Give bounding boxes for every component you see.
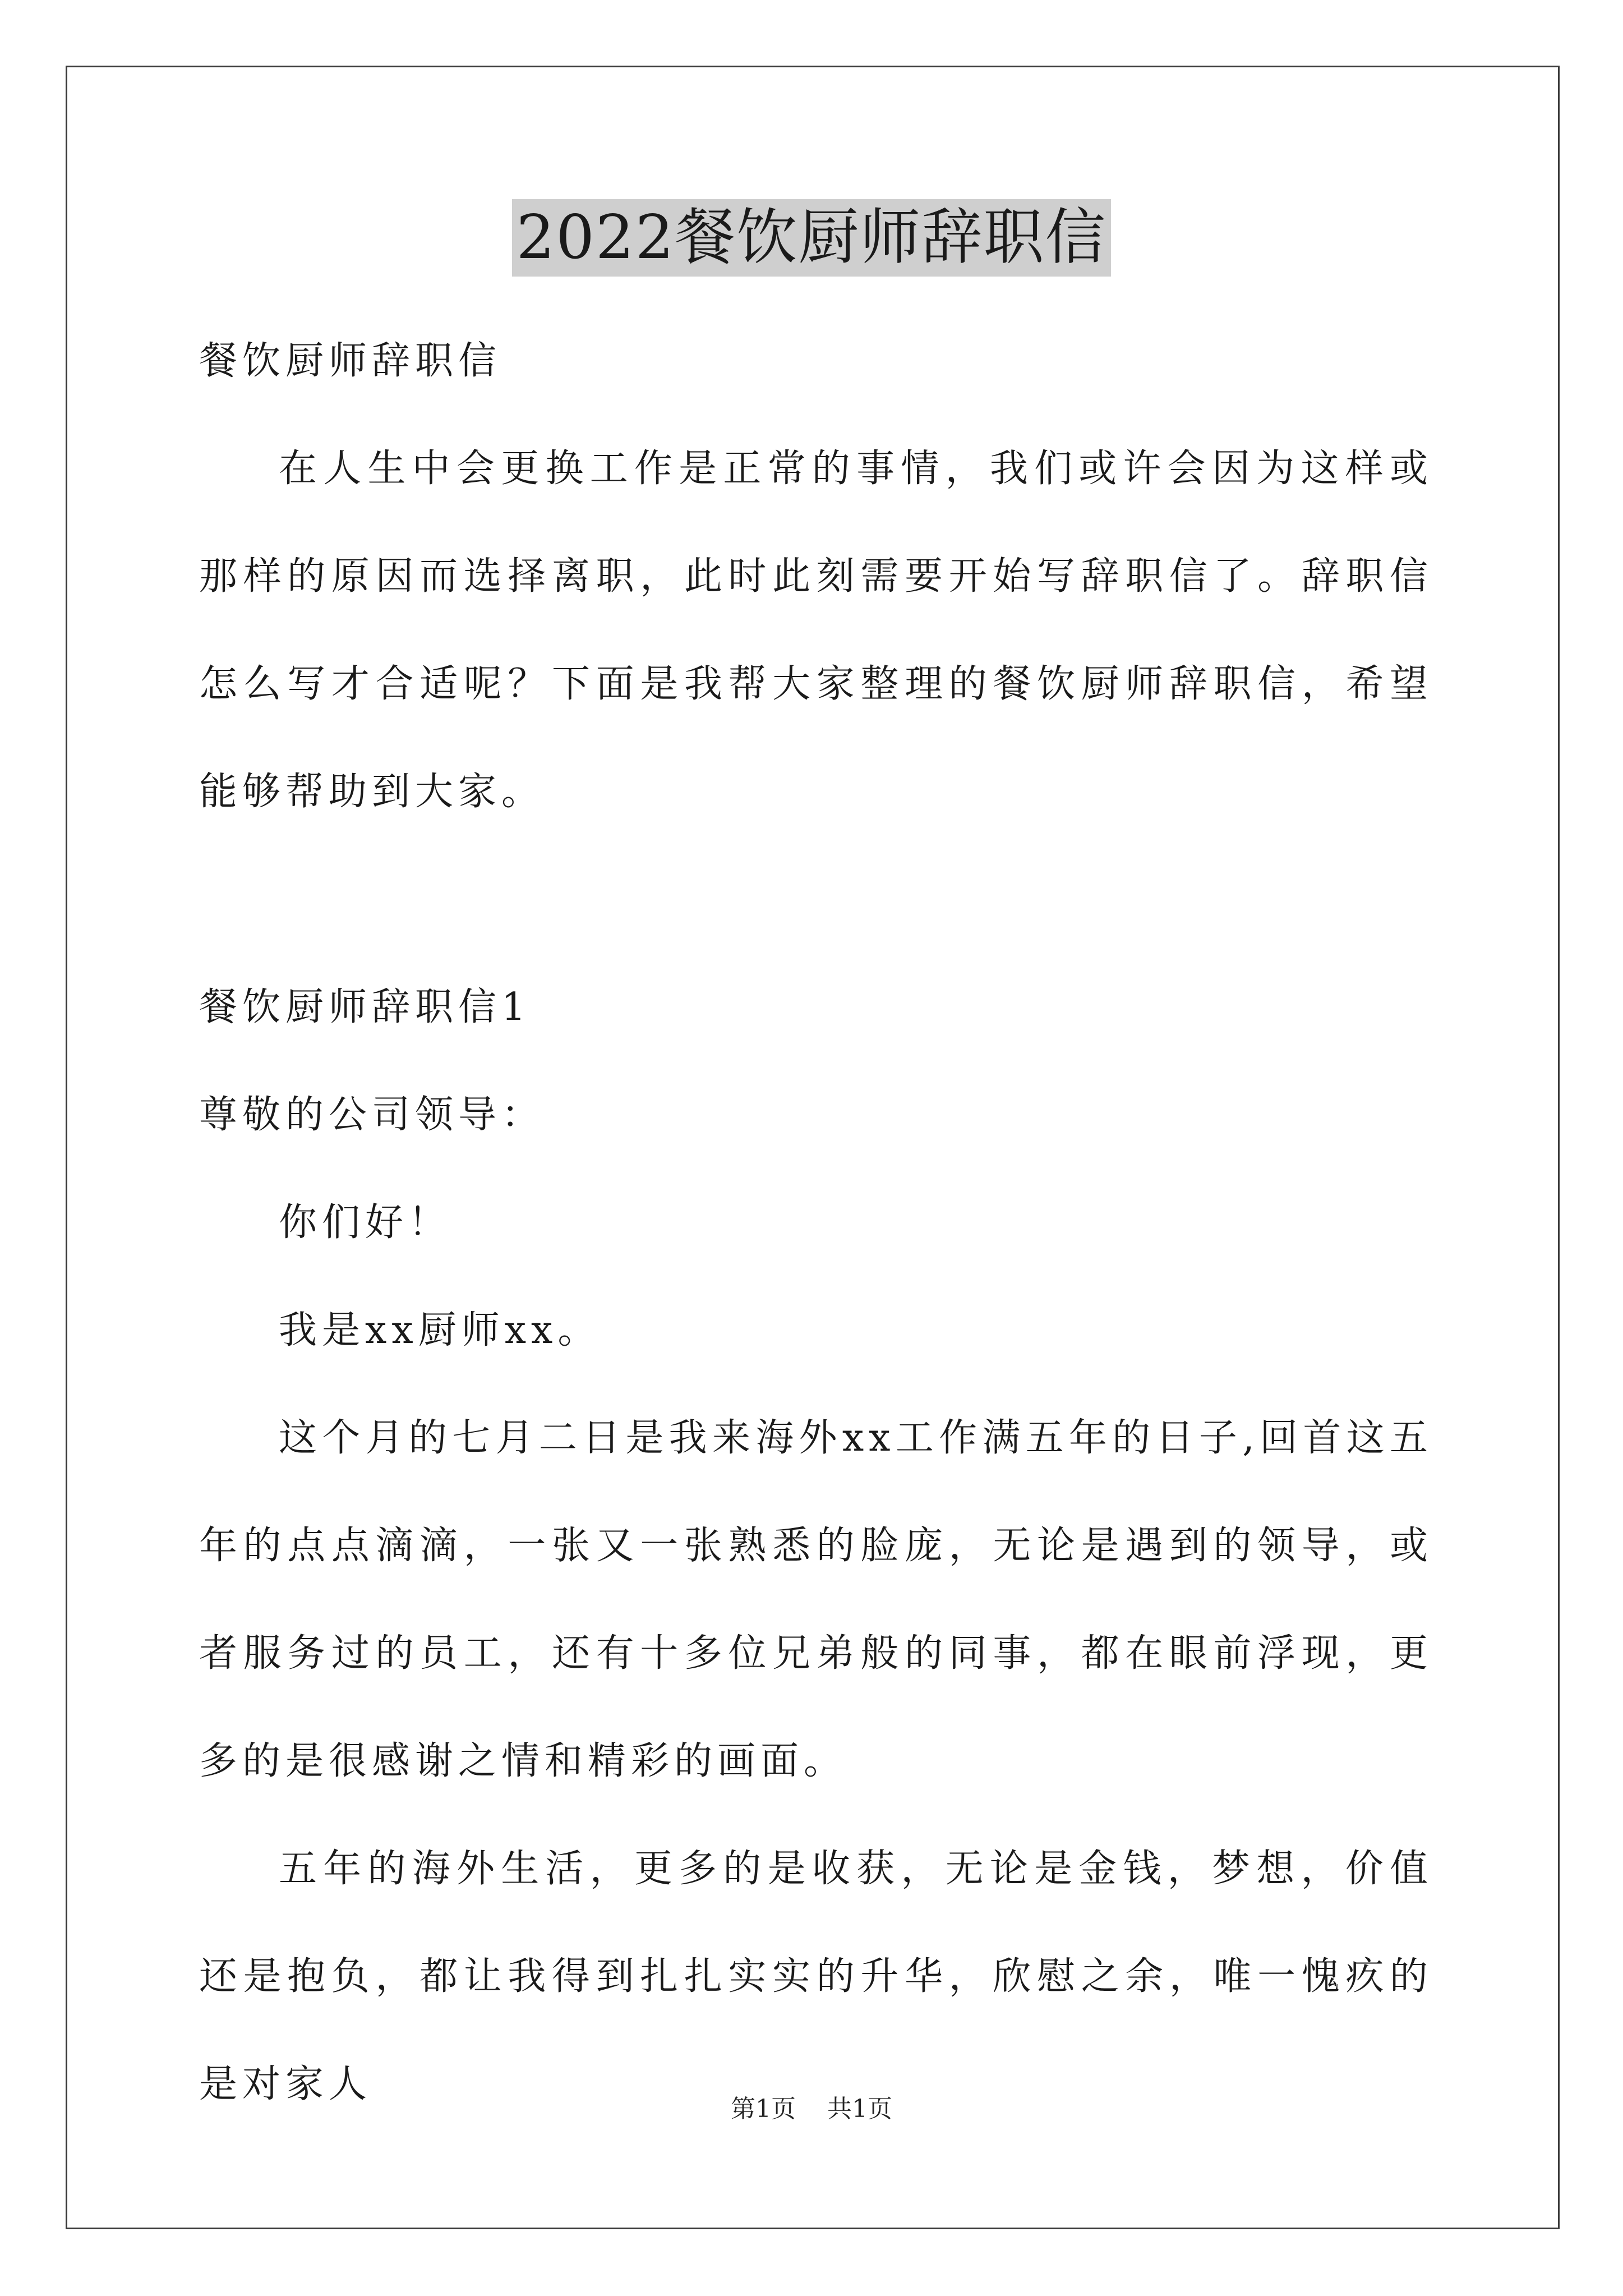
greeting: 你们好！ [279, 1200, 452, 1245]
self-introduction: 我是xx厨师xx。 [279, 1308, 601, 1352]
subtitle-paragraph: 餐饮厨师辞职信 [199, 339, 502, 383]
letter-heading: 餐饮厨师辞职信1 [199, 985, 531, 1029]
page-footer [0, 2092, 1623, 2126]
page-number: 第1页 [731, 2095, 796, 2123]
body-paragraph: 五年的海外生活，更多的是收获，无论是金钱，梦想，价值还是抱负，都让我得到扎扎实实的升华，欣慰之余，唯一愧疚的是对家人 [199, 1847, 1433, 2106]
salutation: 尊敬的公司领导： [199, 1093, 545, 1137]
body-paragraph: 这个月的七月二日是我来海外xx工作满五年的日子,回首这五年的点点滴滴，一张又一张熟悉的脸庞，无论是遇到的领导，或者服务过的员工，还有十多位兄弟般的同事，都在眼前浮现，更多的是很感谢之情和精彩的画面。 [199, 1416, 1433, 1783]
title-container [0, 199, 1623, 277]
page-total: 共1页 [827, 2095, 892, 2123]
document-title: 2022餐饮厨师辞职信 [512, 199, 1112, 277]
intro-paragraph: 在人生中会更换工作是正常的事情，我们或许会因为这样或那样的原因而选择离职，此时此刻需要开始写辞职信了。辞职信怎么写才合适呢？下面是我帮大家整理的餐饮厨师辞职信，希望能够帮助到大家。 [199, 447, 1433, 814]
document-body [199, 307, 1433, 2138]
